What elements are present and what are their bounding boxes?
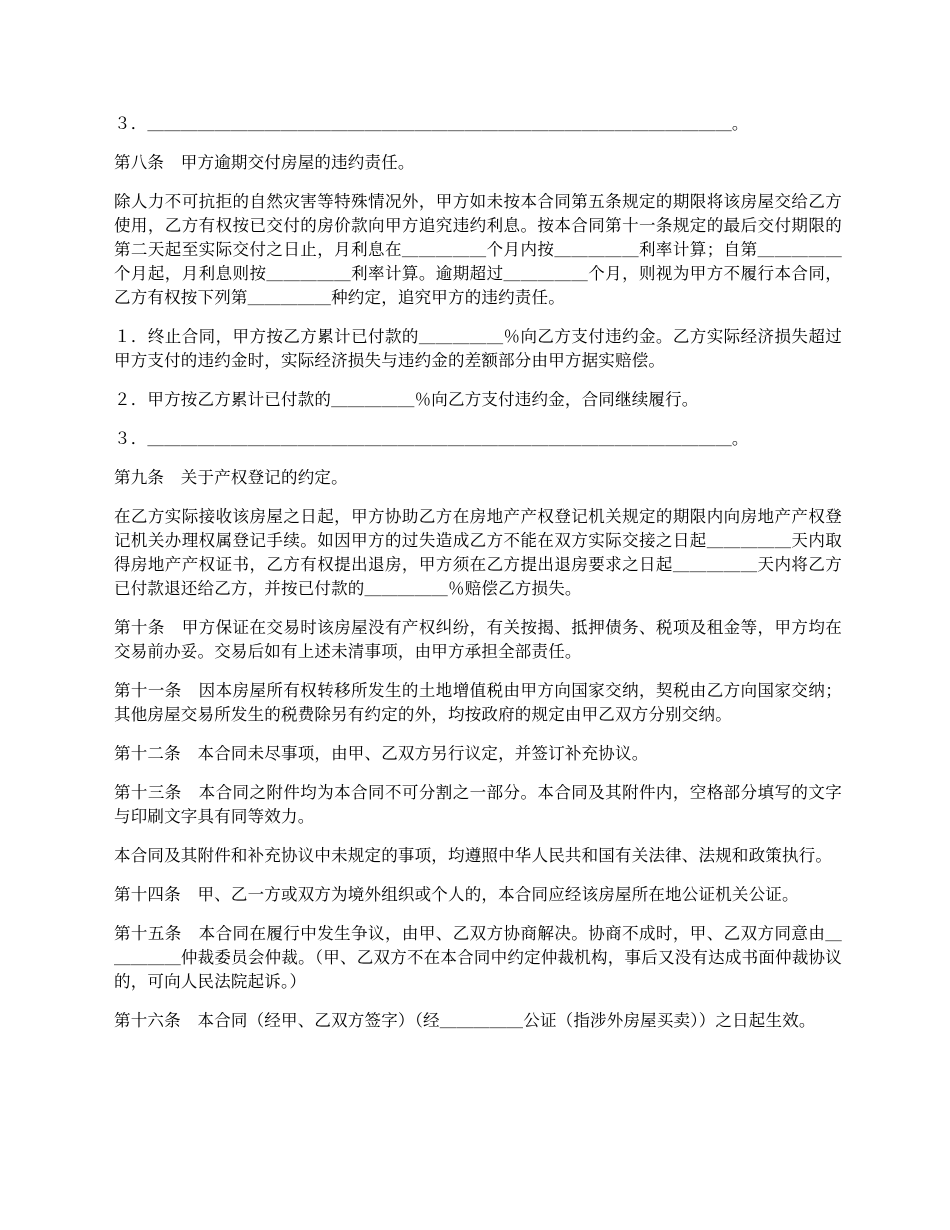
article-9-body: 在乙方实际接收该房屋之日起，甲方协助乙方在房地产产权登记机关规定的期限内向房地产产权登记机关办理权属登记手续。如因甲方的过失造成乙方不能在双方实际交接之日起＿＿＿＿＿天内取得房地产产权证书，乙方有权提出退房，甲方须在乙方提出退房要求之日起＿＿＿＿＿天内将乙方已付款退还给乙方，并按已付款的＿＿＿＿＿％赔偿乙方损失。	[114, 507, 842, 598]
article-9-heading: 第九条 关于产权登记的约定。	[114, 468, 348, 487]
article-15: 第十五条 本合同在履行中发生争议，由甲、乙双方协商解决。协商不成时，甲、乙双方同意由＿＿＿＿＿仲裁委员会仲裁。（甲、乙双方不在本合同中约定仲裁机构，事后又没有达成书面仲裁协议的，可向人民法院起诉。）	[114, 924, 842, 991]
article-8-body: 除人力不可抗拒的自然灾害等特殊情况外，甲方如未按本合同第五条规定的期限将该房屋交给乙方使用，乙方有权按已交付的房价款向甲方追究违约利息。按本合同第十一条规定的最后交付期限的第二天起至实际交付之日止，月利息在＿＿＿＿＿个月内按＿＿＿＿＿利率计算；自第＿＿＿＿＿个月起，月利息则按＿＿＿＿＿利率计算。逾期超过＿＿＿＿＿个月，则视为甲方不履行本合同，乙方有权按下列第＿＿＿＿＿种约定，追究甲方的违约责任。	[114, 192, 842, 307]
article-10: 第十条 甲方保证在交易时该房屋没有产权纠纷，有关按揭、抵押债务、税项及租金等，甲方均在交易前办妥。交易后如有上述未清事项，由甲方承担全部责任。	[114, 618, 842, 661]
article-8-option-3: ３．＿＿＿＿＿＿＿＿＿＿＿＿＿＿＿＿＿＿＿＿＿＿＿＿＿＿＿＿＿＿＿＿＿＿＿。	[114, 429, 749, 448]
article-8-option-2: ２．甲方按乙方累计已付款的＿＿＿＿＿％向乙方支付违约金，合同继续履行。	[114, 390, 699, 409]
article-14: 第十四条 甲、乙一方或双方为境外组织或个人的，本合同应经该房屋所在地公证机关公证。	[114, 885, 799, 904]
article-16: 第十六条 本合同（经甲、乙双方签字）（经＿＿＿＿＿公证（指涉外房屋买卖））之日起生效。	[114, 1011, 816, 1030]
clause-8-item-3-blank: ３．＿＿＿＿＿＿＿＿＿＿＿＿＿＿＿＿＿＿＿＿＿＿＿＿＿＿＿＿＿＿＿＿＿＿＿。	[114, 114, 749, 133]
article-8-option-1: １．终止合同，甲方按乙方累计已付款的＿＿＿＿＿％向乙方支付违约金。乙方实际经济损失超过甲方支付的违约金时，实际经济损失与违约金的差额部分由甲方据实赔偿。	[114, 327, 842, 370]
article-8-heading: 第八条 甲方逾期交付房屋的违约责任。	[114, 153, 415, 172]
article-11: 第十一条 因本房屋所有权转移所发生的土地增值税由甲方向国家交纳，契税由乙方向国家交纳；其他房屋交易所发生的税费除另有约定的外，均按政府的规定由甲乙双方分别交纳。	[114, 681, 842, 724]
contract-page	[114, 112, 842, 1048]
article-12: 第十二条 本合同未尽事项，由甲、乙双方另行议定，并签订补充协议。	[114, 744, 649, 763]
article-13: 第十三条 本合同之附件均为本合同不可分割之一部分。本合同及其附件内，空格部分填写的文字与印刷文字具有同等效力。	[114, 783, 842, 826]
article-13-supplement: 本合同及其附件和补充协议中未规定的事项，均遵照中华人民共和国有关法律、法规和政策执行。	[114, 846, 833, 865]
